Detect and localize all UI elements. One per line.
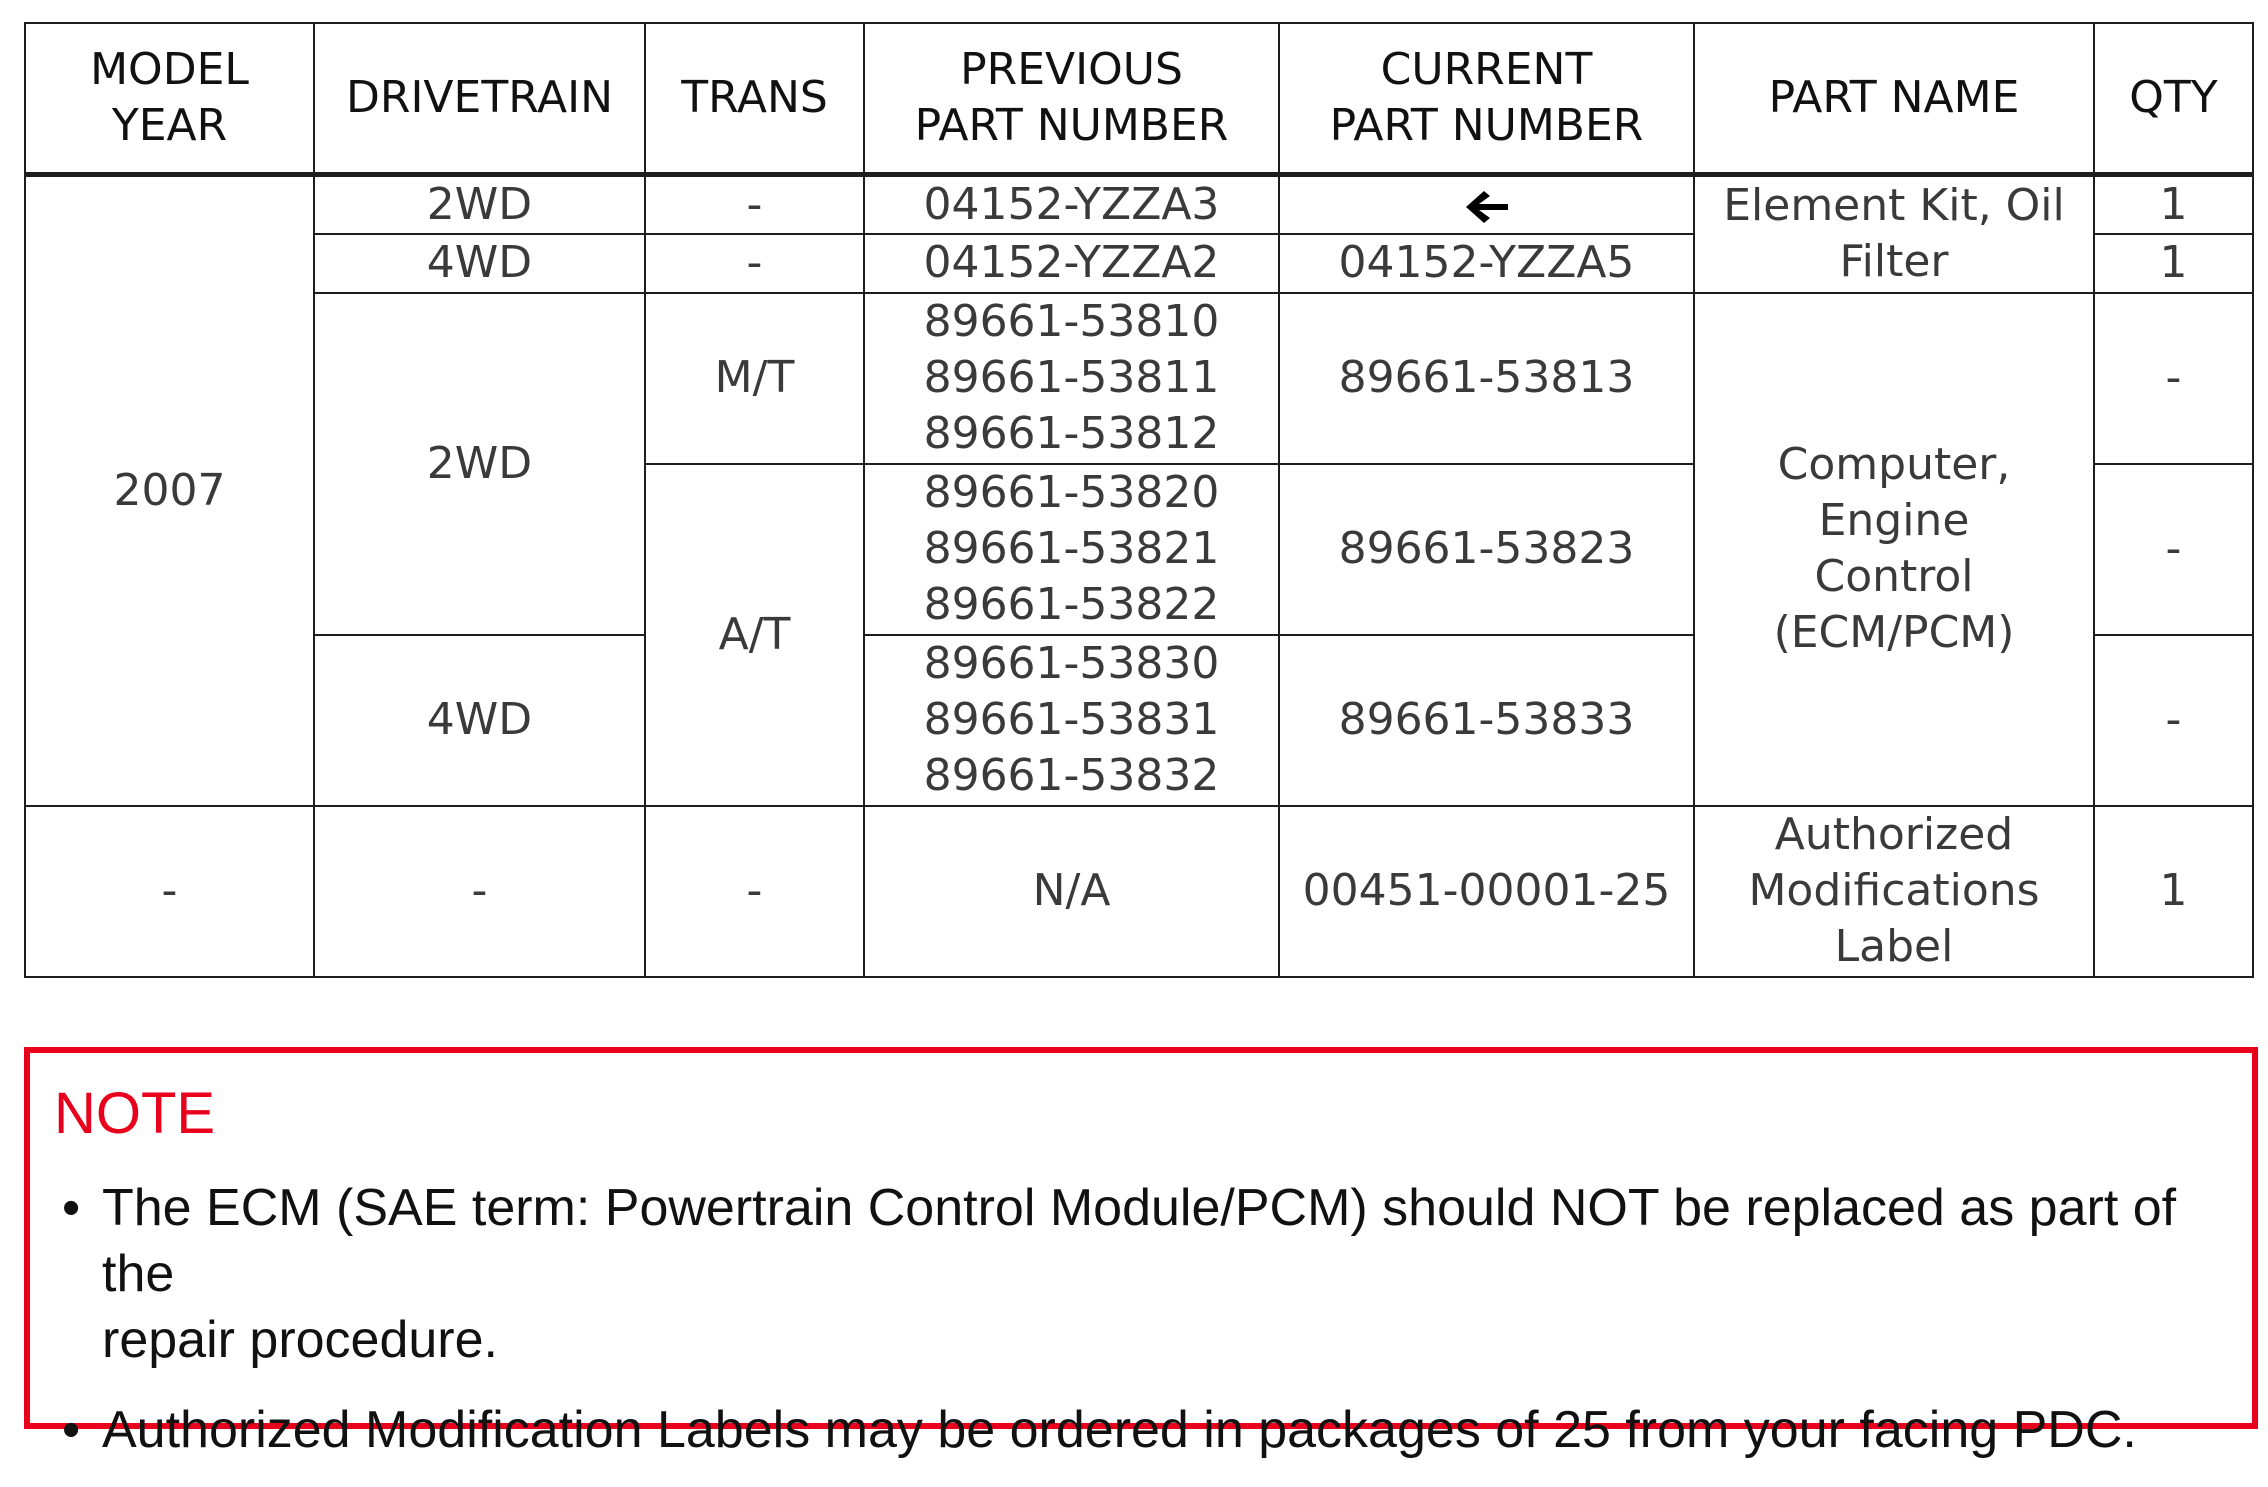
current-part-cell: 89661-53813 (1279, 293, 1694, 464)
trans-cell: - (645, 806, 864, 977)
header-current-line2: PART NUMBER (1329, 99, 1644, 151)
parts-table (24, 22, 2254, 978)
model-year-cell: 2007 (25, 174, 314, 806)
previous-part-cell (864, 293, 1279, 464)
header-previous-line2: PART NUMBER (914, 99, 1229, 151)
ecm-name-line1: Computer, Engine (1777, 439, 2011, 546)
part-name-cell (1694, 293, 2094, 806)
qty-cell: - (2094, 635, 2253, 806)
previous-part-line: 89661-53830 (923, 638, 1220, 689)
header-row (25, 23, 2253, 174)
label-name-line1: Authorized (1774, 809, 2014, 860)
trans-cell: M/T (645, 293, 864, 464)
header-model-year (25, 23, 314, 174)
qty-cell: 1 (2094, 806, 2253, 977)
header-part-name: PART NAME (1694, 23, 2094, 174)
note-item-line: Authorized Modification Labels may be ordered in packages of 25 from your facing PDC. (102, 1401, 2137, 1459)
model-year-cell: - (25, 806, 314, 977)
table-row (25, 293, 2253, 464)
note-title: NOTE (54, 1081, 216, 1146)
header-previous-part-number (864, 23, 1279, 174)
current-part-cell: 00451-00001-25 (1279, 806, 1694, 977)
previous-part-line: 89661-53811 (923, 352, 1220, 403)
part-name-cell (1694, 174, 2094, 293)
trans-cell: A/T (645, 464, 864, 806)
current-part-cell: 89661-53823 (1279, 464, 1694, 635)
current-part-cell (1279, 174, 1694, 234)
previous-part-cell: N/A (864, 806, 1279, 977)
previous-part-line: 89661-53812 (923, 408, 1220, 459)
part-name-cell (1694, 806, 2094, 977)
bullet-icon: • (62, 1401, 81, 1459)
list-item (52, 1397, 2202, 1463)
drivetrain-cell: - (314, 806, 645, 977)
table-row (25, 806, 2253, 977)
trans-cell: - (645, 234, 864, 293)
table-row (25, 174, 2253, 234)
previous-part-cell (864, 635, 1279, 806)
header-previous-line1: PREVIOUS (960, 43, 1183, 95)
left-arrow-icon (1462, 187, 1512, 227)
previous-part-line: 89661-53821 (923, 523, 1220, 574)
qty-cell: 1 (2094, 174, 2253, 234)
previous-part-line: 89661-53810 (923, 296, 1220, 347)
qty-cell: - (2094, 464, 2253, 635)
header-qty: QTY (2094, 23, 2253, 174)
current-part-cell: 04152-YZZA5 (1279, 234, 1694, 293)
qty-cell: - (2094, 293, 2253, 464)
current-part-cell: 89661-53833 (1279, 635, 1694, 806)
previous-part-line: 89661-53832 (923, 750, 1220, 801)
header-drivetrain: DRIVETRAIN (314, 23, 645, 174)
header-current-line1: CURRENT (1380, 43, 1593, 95)
list-item (52, 1175, 2202, 1373)
drivetrain-cell: 4WD (314, 234, 645, 293)
previous-part-cell (864, 464, 1279, 635)
note-item-line: The ECM (SAE term: Powertrain Control Module/PCM) should NOT be replaced as part of the (102, 1179, 2177, 1303)
ecm-name-line2: Control (1814, 551, 1974, 602)
header-current-part-number (1279, 23, 1694, 174)
note-list (52, 1175, 2202, 1487)
previous-part-cell: 04152-YZZA2 (864, 234, 1279, 293)
header-model-year-line1: MODEL (90, 43, 249, 95)
qty-cell: 1 (2094, 234, 2253, 293)
header-model-year-line2: YEAR (111, 99, 228, 151)
drivetrain-cell: 2WD (314, 174, 645, 234)
trans-cell: - (645, 174, 864, 234)
ecm-name-line3: (ECM/PCM) (1773, 607, 2015, 658)
label-name-line2: Modifications (1748, 865, 2040, 916)
previous-part-line: 89661-53820 (923, 467, 1220, 518)
oil-filter-name-line1: Element Kit, Oil (1723, 180, 2065, 231)
label-name-line3: Label (1834, 921, 1954, 972)
drivetrain-cell: 2WD (314, 293, 645, 635)
previous-part-line: 89661-53822 (923, 579, 1220, 630)
oil-filter-name-line2: Filter (1839, 236, 1949, 287)
drivetrain-cell: 4WD (314, 635, 645, 806)
previous-part-cell: 04152-YZZA3 (864, 174, 1279, 234)
header-trans: TRANS (645, 23, 864, 174)
previous-part-line: 89661-53831 (923, 694, 1220, 745)
note-item-line: repair procedure. (102, 1311, 498, 1369)
bullet-icon: • (62, 1179, 81, 1237)
note-box (24, 1047, 2258, 1459)
